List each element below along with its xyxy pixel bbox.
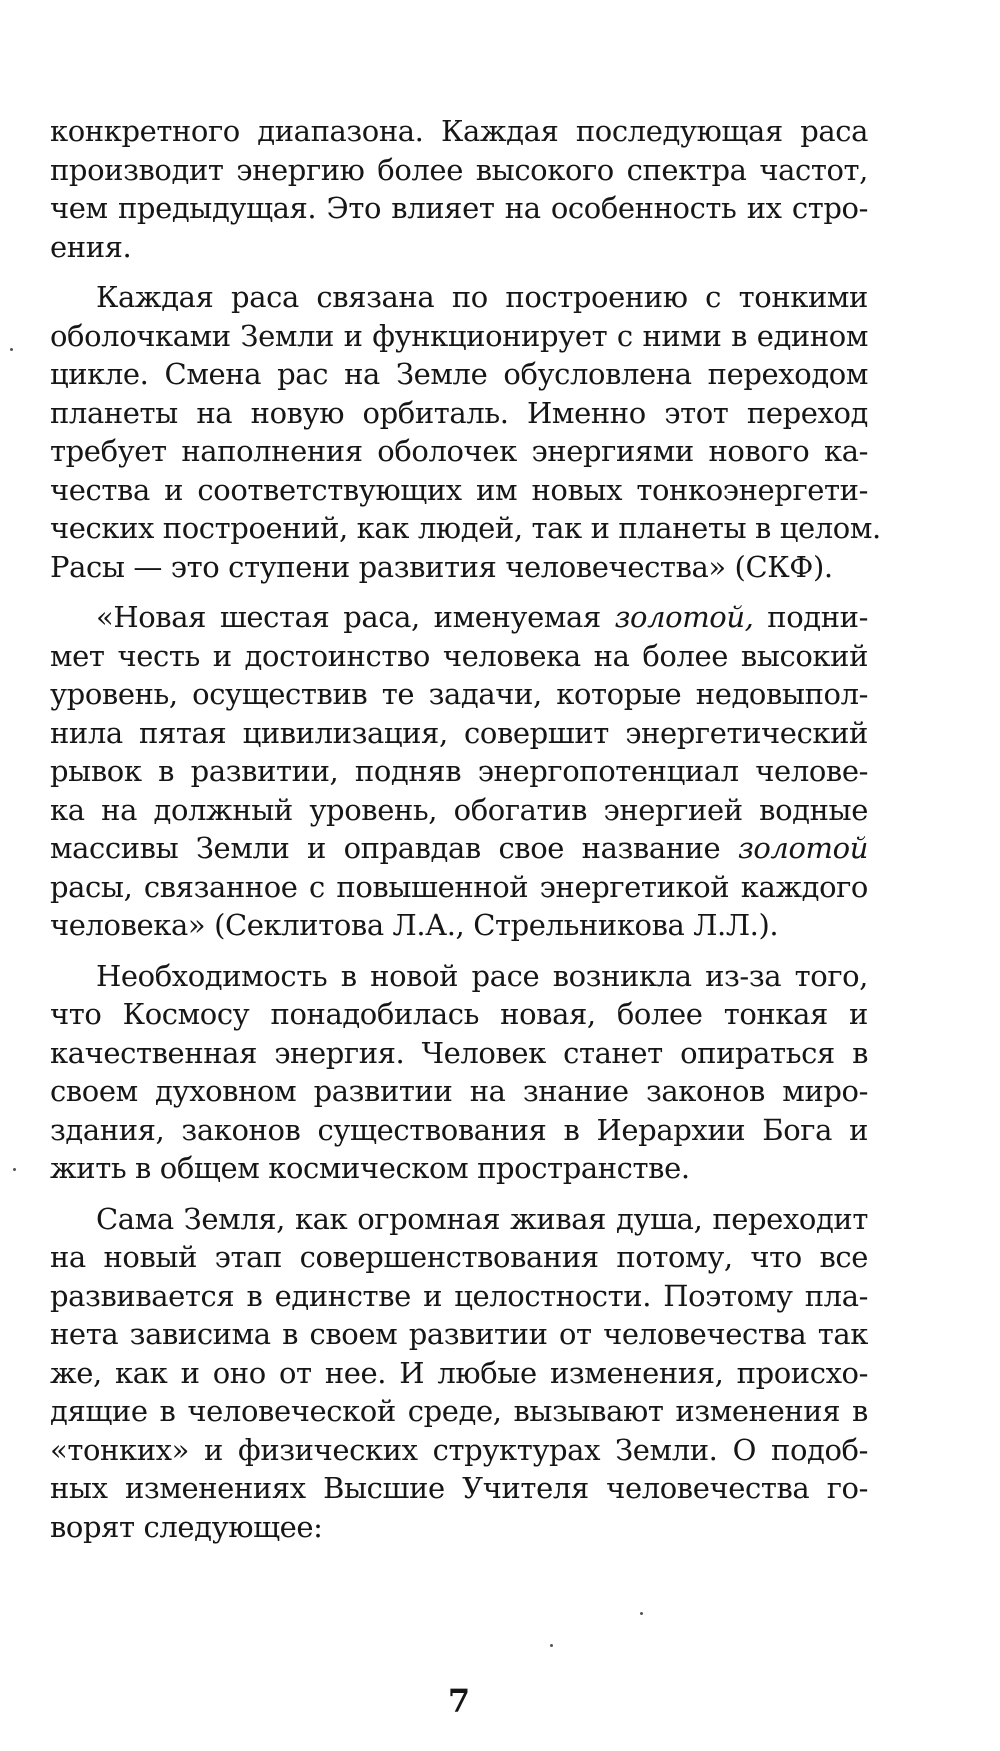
scan-speck <box>640 1612 643 1615</box>
text-line: чем предыдущая. Это влияет на особенность их стро- <box>50 191 868 225</box>
text-line: ворят следующее: <box>50 1509 323 1544</box>
text-line: «тонких» и физических структурах Земли. О подоб- <box>50 1432 868 1467</box>
text-line: что Космосу понадобилась новая, более тонкая и <box>50 997 868 1031</box>
text-line: же, как и оно от нее. И любые изменения, происхо- <box>50 1355 868 1390</box>
text-line: конкретного диапазона. Каждая последующая раса <box>50 114 868 148</box>
text-line: расы, связанное с повышенной энергетикой каждого <box>50 869 868 904</box>
text-line: планеты на новую орбиталь. Именно этот переход <box>50 395 868 430</box>
text-line: развивается в единстве и целостности. Поэтому пла- <box>50 1278 868 1313</box>
paragraph-2 <box>50 278 881 586</box>
text-line: Сама Земля, как огромная живая душа, переходит <box>96 1201 868 1236</box>
scan-speck <box>13 1168 16 1171</box>
text-line: «Новая шестая раса, именуемая золотой, подни- <box>96 600 868 634</box>
text-line: производит энергию более высокого спектра частот, <box>50 152 868 187</box>
scan-speck <box>550 1644 553 1647</box>
text-line: человека» (Секлитова Л.А., Стрельникова Л.Л.). <box>50 908 779 942</box>
text-line: требует наполнения оболочек энергиями нового ка- <box>50 434 868 468</box>
paragraph-3 <box>50 598 868 945</box>
text-line: жить в общем космическом пространстве. <box>50 1151 690 1185</box>
text-line: на новый этап совершенствования потому, что все <box>50 1240 868 1274</box>
text-line: рывок в развитии, подняв энергопотенциал челове- <box>50 754 868 788</box>
paragraph-1 <box>50 112 868 266</box>
paragraph-4 <box>50 957 868 1188</box>
text-line: ка на должный уровень, обогатив энергией водные <box>50 792 868 827</box>
text-line: оболочками Земли и функционирует с ними в едином <box>50 318 868 353</box>
text-line: дящие в человеческой среде, вызывают изменения в <box>50 1394 868 1428</box>
paragraph-5 <box>50 1200 868 1547</box>
text-line: нила пятая цивилизация, совершит энергетический <box>50 715 868 750</box>
text-line: массивы Земли и оправдав свое название золотой <box>50 831 868 865</box>
text-line: своем духовном развитии на знание законов миро- <box>50 1074 868 1108</box>
text-line: здания, законов существования в Иерархии Бога и <box>50 1112 868 1147</box>
page-number: 7 <box>447 1682 471 1720</box>
text-line: чества и соответствующих им новых тонкоэнергети- <box>50 472 868 507</box>
text-line: качественная энергия. Человек станет опираться в <box>50 1035 868 1070</box>
text-line: мет честь и достоинство человека на более высокий <box>50 638 868 673</box>
text-line: цикле. Смена рас на Земле обусловлена переходом <box>50 357 868 391</box>
book-page-text <box>50 112 881 1546</box>
text-line: нета зависима в своем развитии от человечества так <box>50 1317 868 1351</box>
text-line: Расы — это ступени развития человечества» (СКФ). <box>50 549 833 584</box>
text-line: ения. <box>50 229 132 264</box>
scan-speck <box>10 348 13 351</box>
text-line: Каждая раса связана по построению с тонкими <box>96 280 868 314</box>
text-line: уровень, осуществив те задачи, которые недовыпол- <box>50 677 868 711</box>
text-line: Необходимость в новой расе возникла из-за того, <box>96 958 868 993</box>
text-line: ных изменениях Высшие Учителя человечества го- <box>50 1471 868 1505</box>
text-line: ческих построений, как людей, так и планеты в целом. <box>50 511 881 545</box>
